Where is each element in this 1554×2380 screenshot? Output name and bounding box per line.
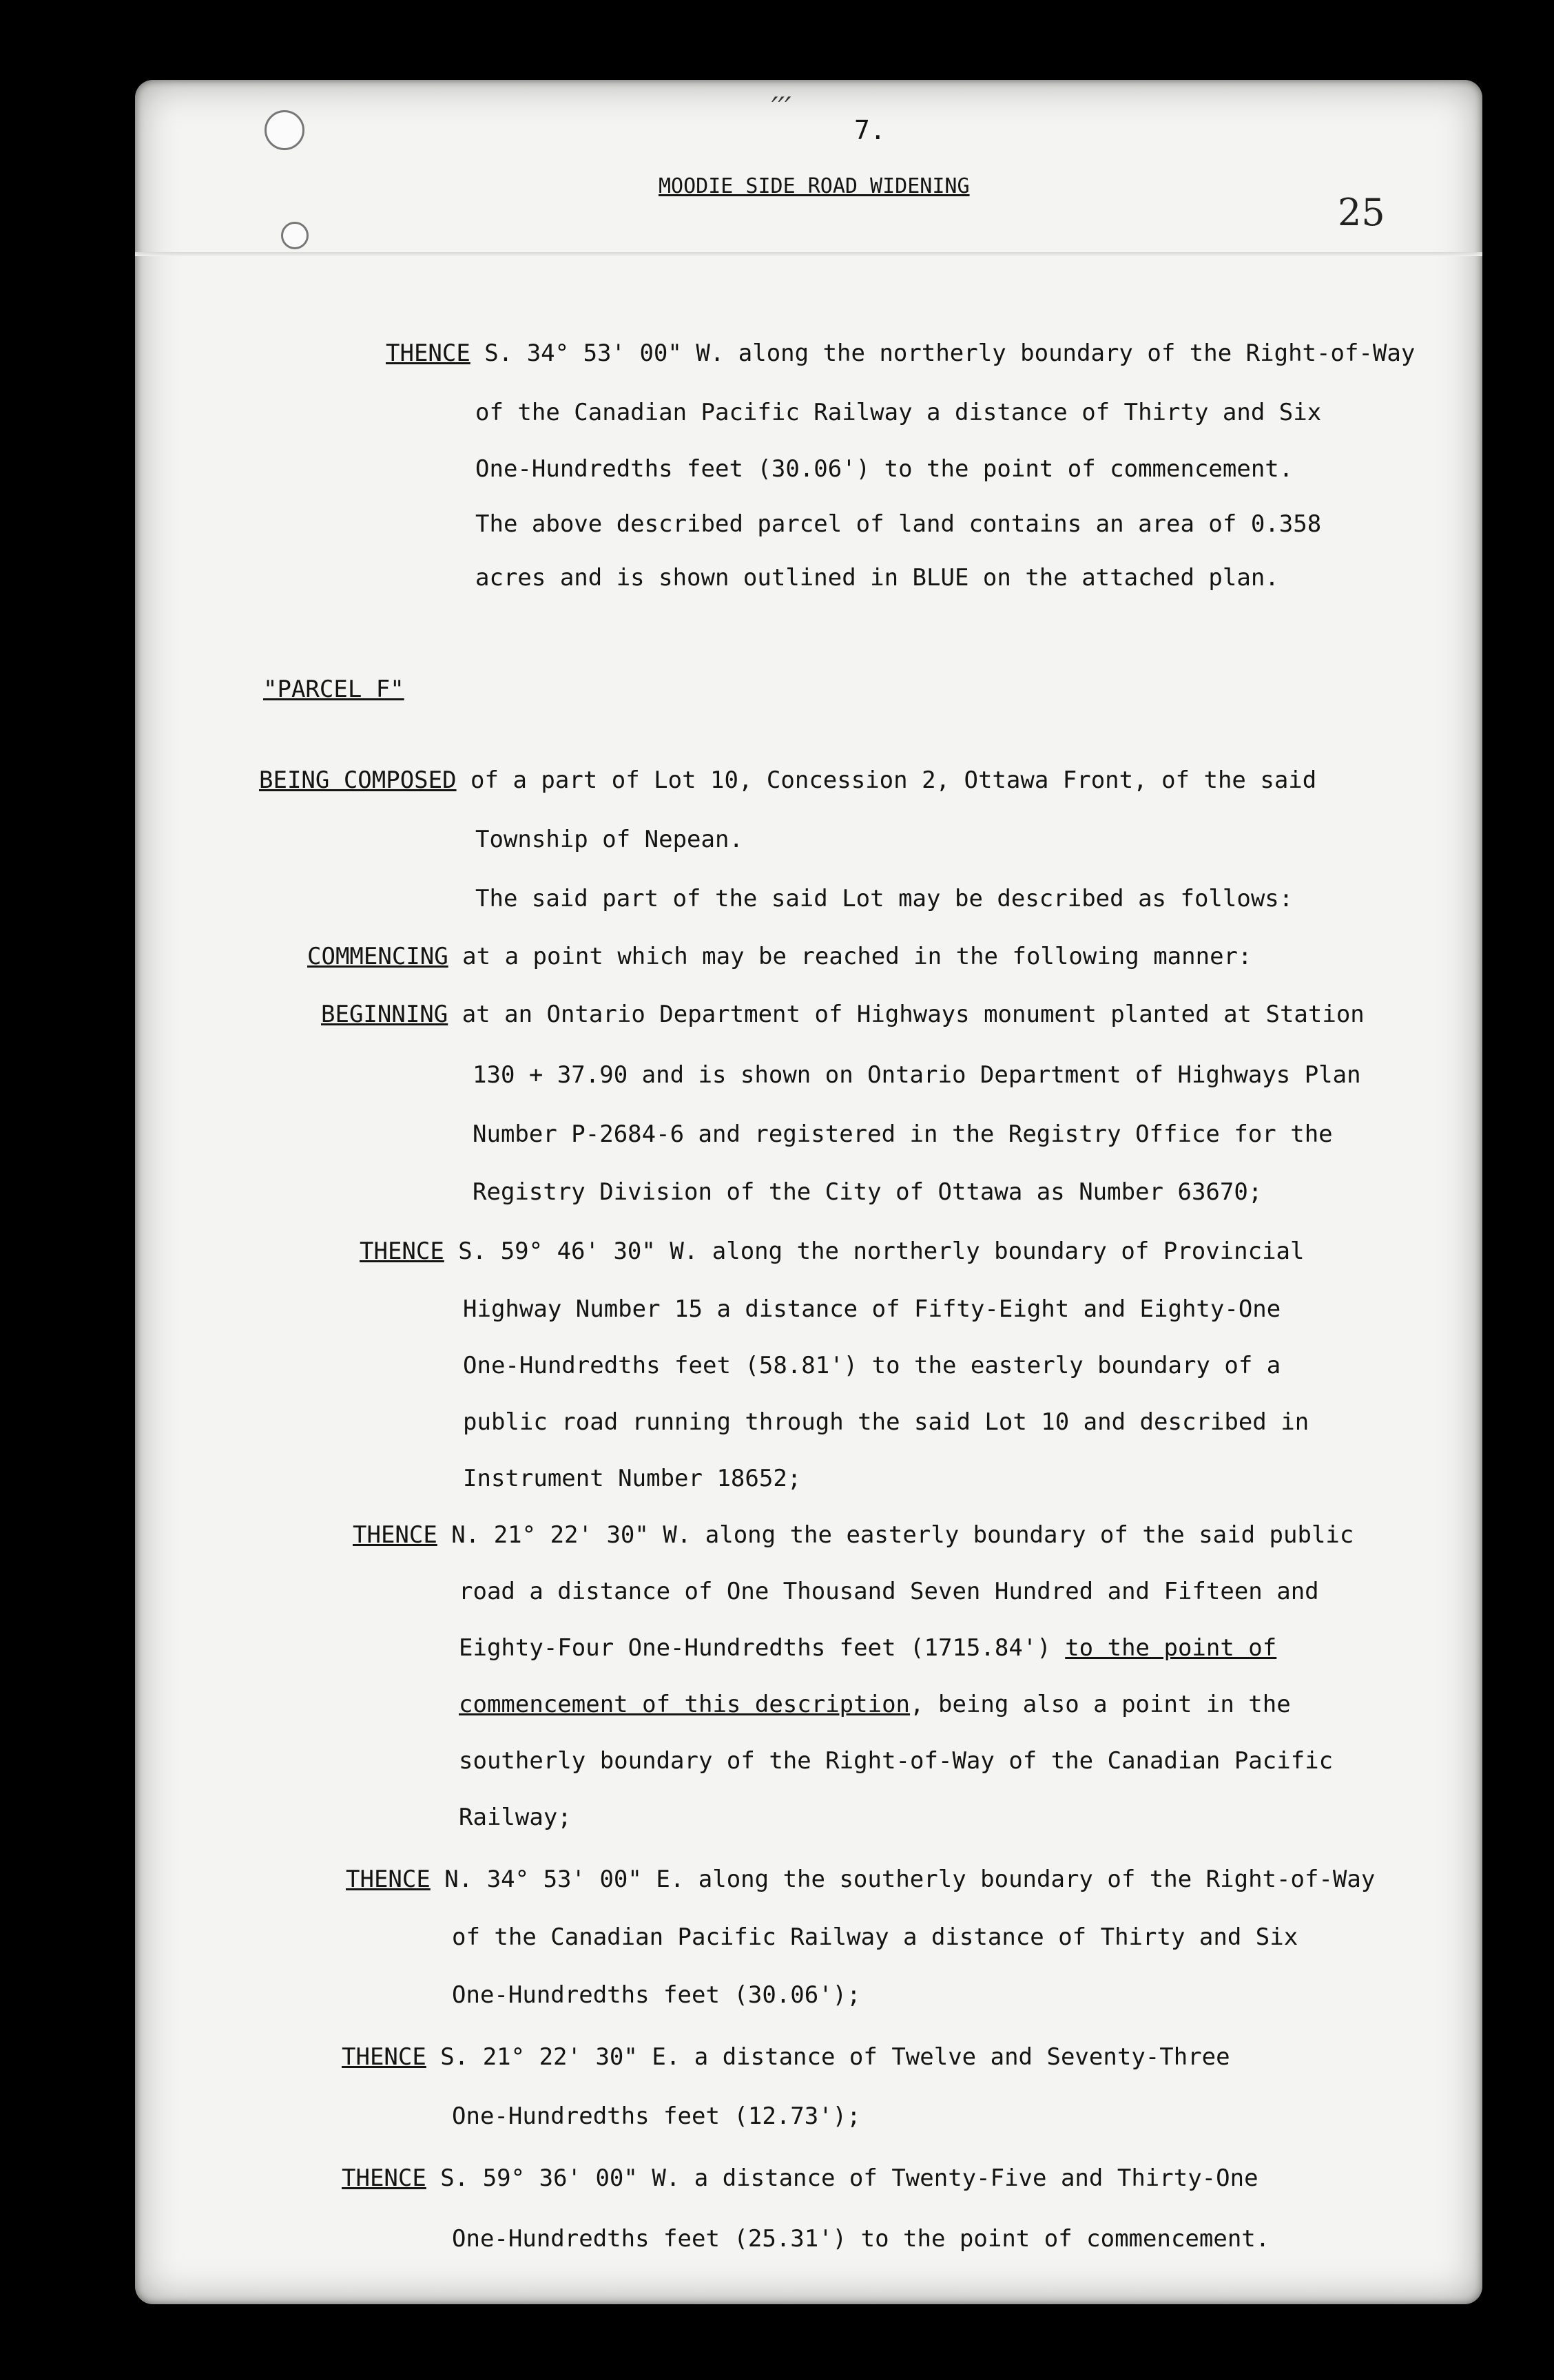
text-line: The said part of the said Lot may be described as follows: [475, 885, 1294, 912]
header-scribble: ′′′ [771, 91, 791, 125]
text-line: southerly boundary of the Right-of-Way of the Canadian Pacific [459, 1747, 1334, 1775]
document-page [135, 80, 1482, 2304]
text-line: THENCE N. 34° 53' 00" E. along the southerly boundary of the Right-of-Way [346, 1866, 1376, 1893]
text-line: THENCE S. 59° 36' 00" W. a distance of Twenty-Five and Thirty-One [342, 2164, 1258, 2192]
text-line: THENCE S. 21° 22' 30" E. a distance of Twelve and Seventy-Three [342, 2043, 1230, 2071]
text-line: Registry Division of the City of Ottawa as Number 63670; [473, 1178, 1263, 1206]
text-line: Railway; [459, 1804, 572, 1831]
text-line: of the Canadian Pacific Railway a distance of Thirty and Six [452, 1923, 1298, 1951]
text-line: The above described parcel of land contains an area of 0.358 [475, 510, 1322, 538]
keyword: BEGINNING [321, 1001, 448, 1028]
text-line: 130 + 37.90 and is shown on Ontario Department of Highways Plan [473, 1061, 1361, 1089]
text-line: Township of Nepean. [475, 826, 743, 853]
text-line: Number P-2684-6 and registered in the Registry Office for the [473, 1120, 1333, 1148]
text-line: One-Hundredths feet (12.73'); [452, 2102, 861, 2130]
keyword: THENCE [342, 2164, 426, 2192]
text-line: THENCE S. 34° 53' 00" W. along the northerly boundary of the Right-of-Way [386, 340, 1416, 367]
text-line: One-Hundredths feet (58.81') to the easterly boundary of a [463, 1352, 1281, 1379]
text-line: One-Hundredths feet (30.06'); [452, 1981, 861, 2009]
text-line: Highway Number 15 a distance of Fifty-Eight and Eighty-One [463, 1295, 1281, 1323]
page-fold [135, 252, 1482, 256]
text-line: Instrument Number 18652; [463, 1465, 802, 1492]
punch-hole-top [265, 110, 304, 150]
document-title: MOODIE SIDE ROAD WIDENING [659, 174, 970, 198]
parcel-heading: "PARCEL F" [263, 676, 404, 703]
text-line: public road running through the said Lot 10 and described in [463, 1408, 1309, 1436]
text-line: Eighty-Four One-Hundredths feet (1715.84') to the point of [459, 1634, 1277, 1662]
text-line: road a distance of One Thousand Seven Hundred and Fifteen and [459, 1578, 1319, 1605]
keyword: THENCE [386, 340, 470, 367]
punch-hole-second [281, 222, 309, 249]
text-line: BEING COMPOSED of a part of Lot 10, Concession 2, Ottawa Front, of the said [259, 766, 1317, 794]
keyword: THENCE [360, 1238, 444, 1265]
text-line: COMMENCING at a point which may be reached in the following manner: [307, 943, 1252, 970]
text-line: BEGINNING at an Ontario Department of Highways monument planted at Station [321, 1001, 1365, 1028]
text-line: of the Canadian Pacific Railway a distance of Thirty and Six [475, 399, 1322, 426]
keyword: THENCE [346, 1866, 431, 1893]
page-number: 7. [854, 115, 886, 145]
keyword: THENCE [353, 1521, 437, 1549]
keyword: THENCE [342, 2043, 426, 2071]
text-line: THENCE S. 59° 46' 30" W. along the northerly boundary of Provincial [360, 1238, 1305, 1265]
keyword: COMMENCING [307, 943, 448, 970]
keyword: BEING COMPOSED [259, 766, 457, 794]
text-line: commencement of this description, being also a point in the [459, 1691, 1291, 1718]
text-line: THENCE N. 21° 22' 30" W. along the easterly boundary of the said public [353, 1521, 1354, 1549]
text-line: One-Hundredths feet (30.06') to the point of commencement. [475, 455, 1294, 483]
text-line: acres and is shown outlined in BLUE on the attached plan. [475, 564, 1279, 592]
text-line: One-Hundredths feet (25.31') to the point of commencement. [452, 2225, 1270, 2253]
stamp-number: 25 [1338, 191, 1385, 234]
